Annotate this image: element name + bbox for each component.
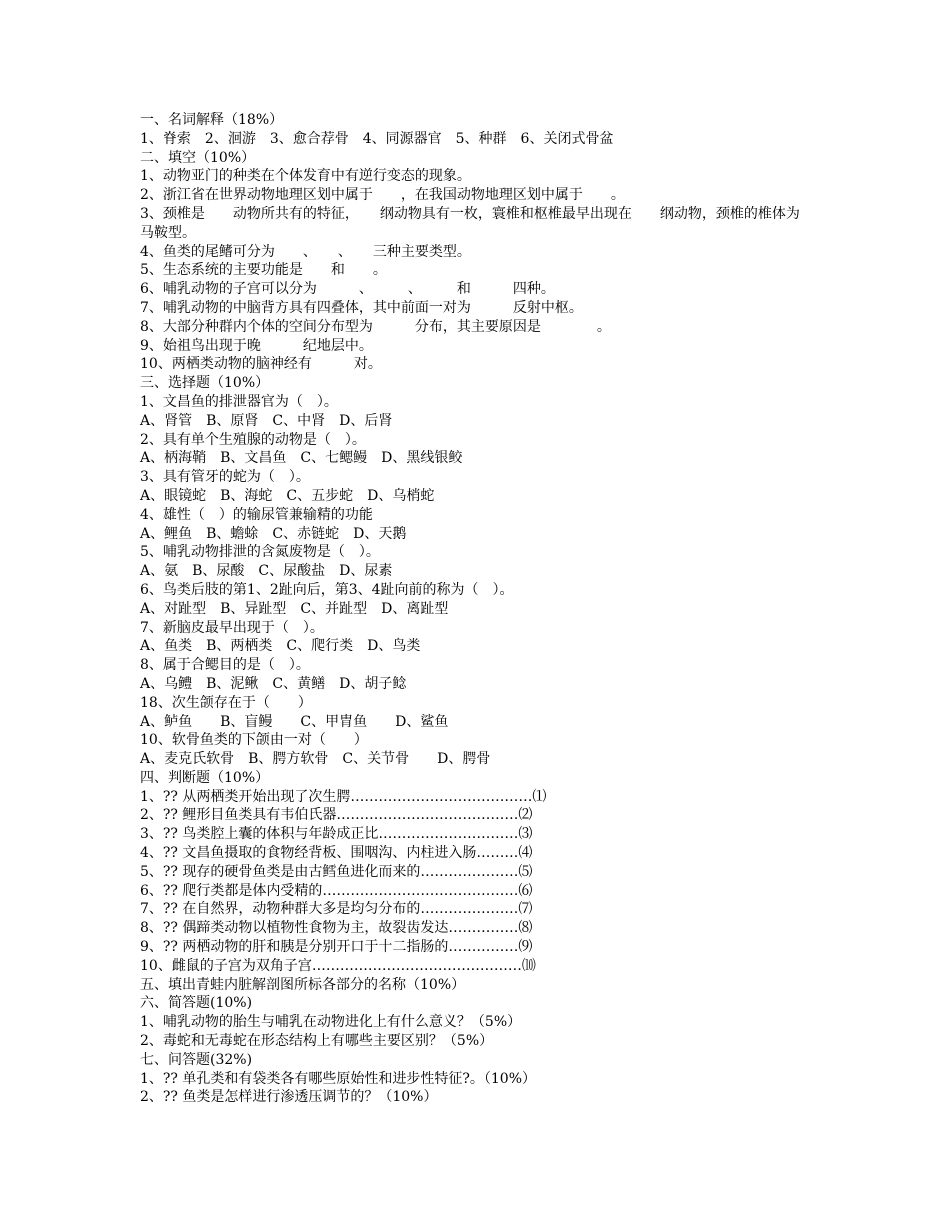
- judge-2: 2、?? 鲤形目鱼类具有韦伯氏器…………………………………⑵: [140, 807, 533, 824]
- judge-3: 3、?? 鸟类腔上囊的体积与年龄成正比…………………………⑶: [140, 826, 533, 843]
- section-7-heading: 七、问答题(32%): [140, 1051, 253, 1068]
- fill-blank-4: 4、鱼类的尾鳍可分为 、 、 三种主要类型。: [140, 243, 471, 260]
- judge-7: 7、?? 在自然界，动物种群大多是均匀分布的…………………⑺: [140, 901, 533, 918]
- section-3-heading: 三、选择题（10%）: [140, 375, 270, 392]
- choice-7-options: A、鱼类 B、两栖类 C、爬行类 D、鸟类: [140, 638, 421, 655]
- section-1-heading: 一、名词解释（18%）: [140, 112, 284, 128]
- choice-7-question: 7、新脑皮最早出现于（ ）。: [140, 619, 324, 636]
- section-2-heading: 二、填空（10%）: [140, 149, 256, 166]
- choice-1-options: A、肾管 B、原肾 C、中肾 D、后肾: [140, 412, 393, 429]
- choice-4-question: 4、雄性（ ）的输尿管兼输精的功能: [140, 506, 373, 523]
- choice-9-options: A、鲈鱼 B、盲鳗 C、甲胄鱼 D、鲨鱼: [140, 713, 449, 730]
- choice-3-options: A、眼镜蛇 B、海蛇 C、五步蛇 D、乌梢蛇: [140, 487, 435, 504]
- fill-blank-6: 6、哺乳动物的子宫可以分为 、 、 和 四种。: [140, 281, 555, 298]
- choice-8-options: A、乌鳢 B、泥鳅 C、黄鳝 D、胡子鲶: [140, 675, 407, 692]
- choice-10-question: 10、软骨鱼类的下颌由一对（ ）: [140, 732, 368, 749]
- fill-blank-3: 3、颈椎是 动物所共有的特征， 纲动物具有一枚，寰椎和枢椎最早出现在 纲动物，颈椎的椎体为马鞍型。: [140, 205, 800, 241]
- judge-5: 5、?? 现存的硬骨鱼类是由古鳕鱼进化而来的…………………⑸: [140, 863, 533, 880]
- choice-5-question: 5、哺乳动物排泄的含氮废物是（ ）。: [140, 544, 380, 561]
- judge-4: 4、?? 文昌鱼摄取的食物经背板、围咽沟、内柱进入肠………⑷: [140, 845, 533, 862]
- fill-blank-1: 1、动物亚门的种类在个体发育中有逆行变态的现象。: [140, 168, 471, 185]
- choice-10-options: A、麦克氏软骨 B、腭方软骨 C、关节骨 D、腭骨: [140, 751, 491, 768]
- judge-1: 1、?? 从两栖类开始出现了次生腭…………………………………⑴: [140, 788, 547, 805]
- choice-6-options: A、对趾型 B、异趾型 C、并趾型 D、离趾型: [140, 600, 449, 617]
- fill-blank-5: 5、生态系统的主要功能是 和 。: [140, 262, 387, 279]
- choice-5-options: A、氨 B、尿酸 C、尿酸盐 D、尿素: [140, 563, 393, 580]
- judge-8: 8、?? 偶蹄类动物以植物性食物为主，故裂齿发达……………⑻: [140, 920, 533, 937]
- judge-10: 10、雌鼠的子宫为双角子宫………………………………………⑽: [140, 957, 536, 974]
- choice-1-question: 1、文昌鱼的排泄器官为（ ）。: [140, 393, 338, 410]
- fill-blank-7: 7、哺乳动物的中脑背方具有四叠体，其中前面一对为 反射中枢。: [140, 299, 583, 316]
- section-6-heading: 六、简答题(10%): [140, 995, 253, 1012]
- section-1-terms: 1、脊索 2、洄游 3、愈合荐骨 4、同源器官 5、种群 6、关闭式骨盆: [140, 130, 614, 147]
- fill-blank-8: 8、大部分种群内个体的空间分布型为 分布，其主要原因是 。: [140, 318, 611, 335]
- short-answer-2: 2、毒蛇和无毒蛇在形态结构上有哪些主要区别？（5%）: [140, 1033, 494, 1050]
- exam-page: [140, 111, 800, 1107]
- section-4-heading: 四、判断题（10%）: [140, 769, 270, 786]
- choice-9-question: 18、次生颌存在于（ ）: [140, 694, 312, 711]
- essay-1: 1、?? 单孔类和有袋类各有哪些原始性和进步性特征?。（10%）: [140, 1070, 536, 1087]
- judge-9: 9、?? 两栖动物的肝和胰是分别开口于十二指肠的……………⑼: [140, 939, 533, 956]
- fill-blank-9: 9、始祖鸟出现于晚 纪地层中。: [140, 337, 373, 354]
- choice-6-question: 6、鸟类后肢的第1、2趾向后，第3、4趾向前的称为（ ）。: [140, 581, 514, 598]
- choice-2-options: A、柄海鞘 B、文昌鱼 C、七鳃鳗 D、黑线银鲛: [140, 450, 463, 467]
- fill-blank-10: 10、两栖类动物的脑神经有 对。: [140, 356, 382, 373]
- short-answer-1: 1、哺乳动物的胎生与哺乳在动物进化上有什么意义？（5%）: [140, 1014, 522, 1031]
- choice-3-question: 3、具有管牙的蛇为（ ）。: [140, 469, 310, 486]
- essay-2: 2、?? 鱼类是怎样进行渗透压调节的？（10%）: [140, 1089, 438, 1106]
- fill-blank-2: 2、浙江省在世界动物地理区划中属于 ，在我国动物地理区划中属于 。: [140, 187, 625, 204]
- judge-6: 6、?? 爬行类都是体内受精的……………………………………⑹: [140, 882, 533, 899]
- choice-2-question: 2、具有单个生殖腺的动物是（ ）。: [140, 431, 366, 448]
- choice-8-question: 8、属于合鳃目的是（ ）。: [140, 657, 310, 674]
- section-5-heading: 五、填出青蛙内脏解剖图所标各部分的名称（10%）: [140, 976, 466, 993]
- choice-4-options: A、鲤鱼 B、蟾蜍 C、赤链蛇 D、天鹅: [140, 525, 407, 542]
